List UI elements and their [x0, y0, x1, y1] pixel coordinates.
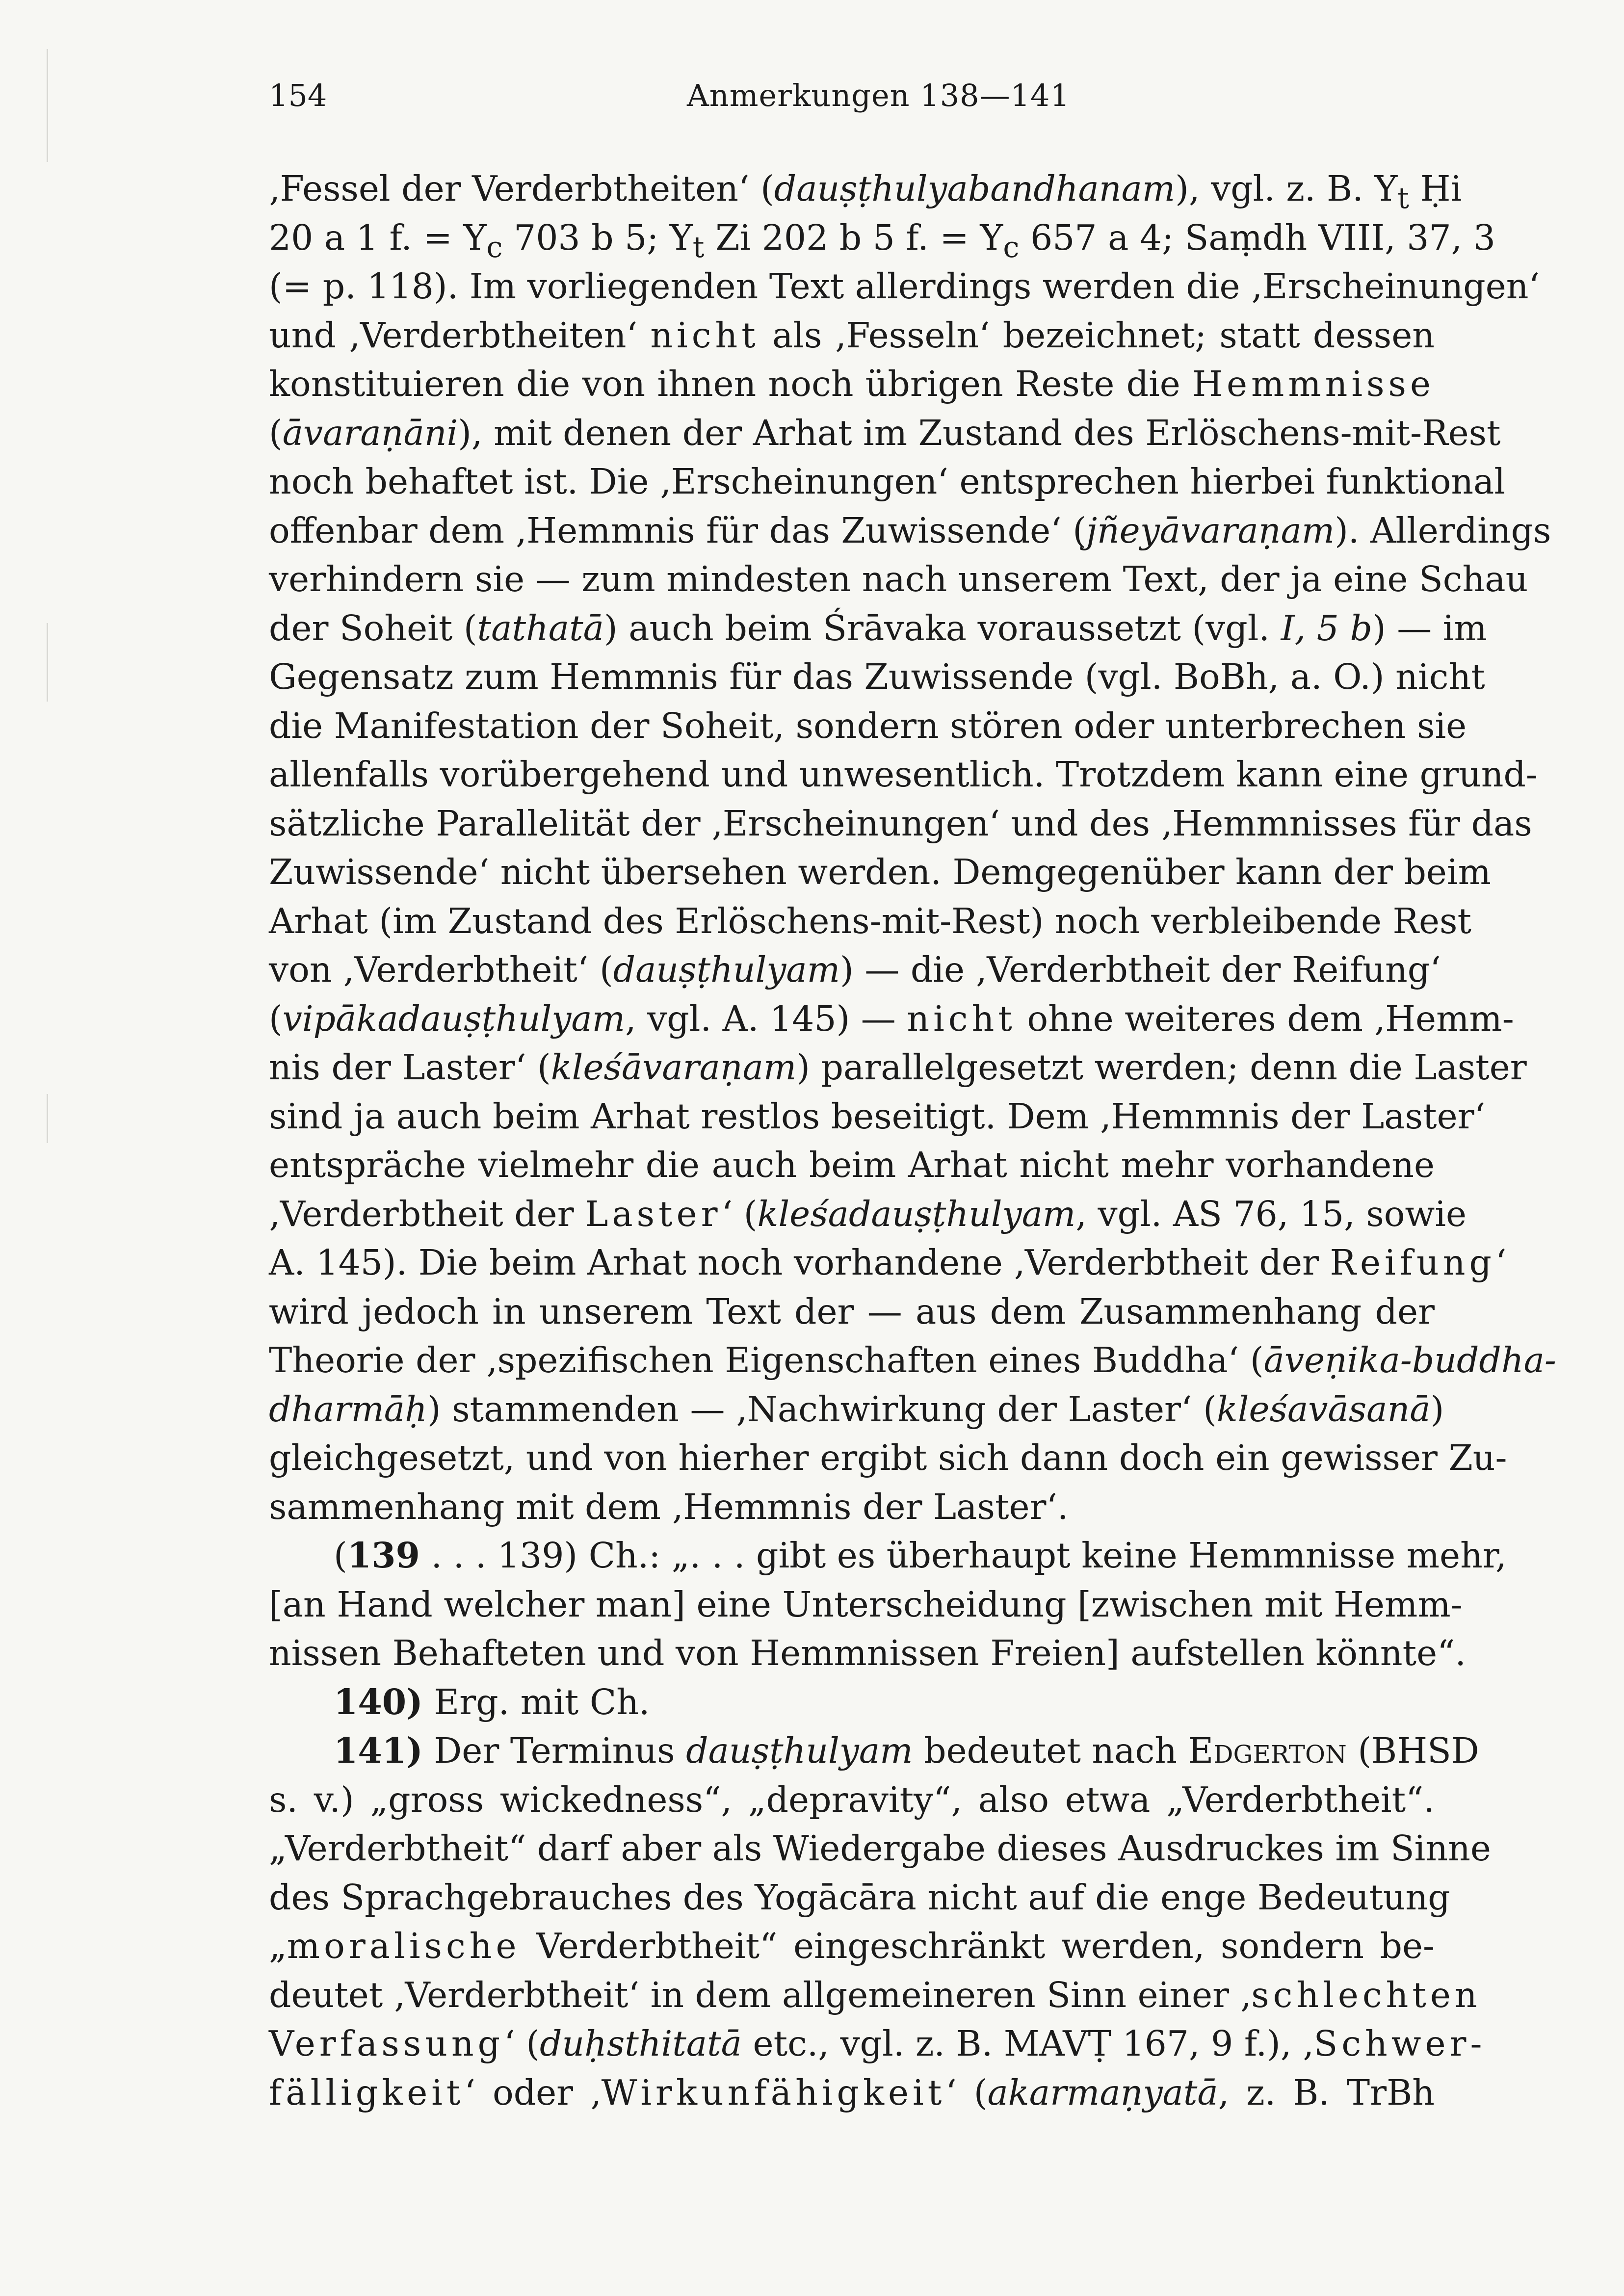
text-line: A. 145). Die beim Arhat noch vorhandene ‚Verderbtheit der Reifung‘ [269, 1242, 1507, 1283]
text-line: Gegensatz zum Hemmnis für das Zuwissende (vgl. BoBh, a. O.) nicht [269, 656, 1485, 697]
text-line: noch behaftet ist. Die ‚Erscheinungen‘ entsprechen hierbei funktional [269, 461, 1506, 502]
page-header [269, 74, 1435, 132]
text-line: gleichgesetzt, und von hierher ergibt sich dann doch ein gewisser Zu- [269, 1437, 1507, 1478]
text-line: (= p. 118). Im vorliegenden Text allerdings werden die ‚Erscheinungen‘ [269, 266, 1540, 307]
text-line: [an Hand welcher man] eine Unterscheidung [zwischen mit Hemm- [269, 1584, 1463, 1625]
text-line: (vipākadauṣṭhulyam, vgl. A. 145) — nicht ohne weiteres dem ‚Hemm- [269, 998, 1514, 1039]
page-number: 154 [269, 78, 327, 113]
text-line: deutet ‚Verderbtheit‘ in dem allgemeineren Sinn einer ‚schlechten [269, 1974, 1481, 2015]
text-line: des Sprachgebrauches des Yogācāra nicht auf die enge Bedeutung [269, 1877, 1450, 1918]
text-line: 140) Erg. mit Ch. [334, 1681, 650, 1722]
text-line: nissen Behafteten und von Hemmnissen Freien] aufstellen könnte“. [269, 1633, 1467, 1673]
text-line: (āvaraṇāni), mit denen der Arhat im Zustand des Erlöschens-mit-Rest [269, 412, 1501, 453]
text-line: allenfalls vorübergehend und unwesentlich. Trotzdem kann eine grund- [269, 754, 1538, 795]
text-line: der Soheit (tathatā) auch beim Śrāvaka voraussetzt (vgl. I, 5 b) — im [269, 607, 1487, 649]
text-line: die Manifestation der Soheit, sondern stören oder unterbrechen sie [269, 705, 1467, 746]
text-line: „Verderbtheit“ darf aber als Wiedergabe dieses Ausdruckes im Sinne [269, 1828, 1491, 1869]
text-line: nis der Laster‘ (kleśāvaraṇam) parallelgesetzt werden; denn die Laster [269, 1047, 1527, 1088]
running-head: Anmerkungen 138—141 [687, 78, 1070, 113]
text-line: 141) Der Terminus dauṣṭhulyam bedeutet nach Edgerton (BHSD [334, 1730, 1479, 1771]
text-line: „moralische Verderbtheit“ eingeschränkt werden, sondern be- [269, 1926, 1435, 1966]
text-line: von ‚Verderbtheit‘ (dauṣṭhulyam) — die ‚Verderbtheit der Reifung‘ [269, 949, 1441, 990]
text-line: dharmāḥ) stammenden — ‚Nachwirkung der Laster‘ (kleśavāsanā) [269, 1388, 1444, 1430]
text-line: sind ja auch beim Arhat restlos beseitigt. Dem ‚Hemmnis der Laster‘ [269, 1096, 1486, 1137]
scan-edge-mark [47, 1094, 48, 1143]
text-line: fälligkeit‘ oder ‚Wirkunfähigkeit‘ (akarmaṇyatā, z. B. TrBh [269, 2072, 1435, 2113]
text-line: s. v.) „gross wickedness“, „depravity“, also etwa „Verderbtheit“. [269, 1779, 1435, 1820]
text-line: entspräche vielmehr die auch beim Arhat nicht mehr vorhandene [269, 1145, 1435, 1185]
text-line: ‚Fessel der Verderbtheiten‘ (dauṣṭhulyabandhanam), vgl. z. B. $Y_t$ Ḥi [269, 168, 1462, 215]
text-line: 20 a 1 f. = $Y_c$ 703 b 5; $Y_t$ Zi 202 b 5 f. = $Y_c$ 657 a 4; Saṃdh VIII, 37, 3 [269, 217, 1495, 264]
text-line: Theorie der ‚spezifischen Eigenschaften eines Buddha‘ (āveṇika-buddha- [269, 1340, 1556, 1381]
text-line: verhindern sie — zum mindesten nach unserem Text, der ja eine Schau [269, 559, 1528, 600]
text-line: (139 . . . 139) Ch.: „. . . gibt es überhaupt keine Hemmnisse mehr, [334, 1535, 1507, 1576]
body-text [269, 164, 1556, 2117]
text-line: konstituieren die von ihnen noch übrigen Reste die Hemmnisse [269, 364, 1435, 404]
text-line: Zuwissende‘ nicht übersehen werden. Demgegenüber kann der beim [269, 852, 1491, 892]
text-line: sammenhang mit dem ‚Hemmnis der Laster‘. [269, 1486, 1069, 1527]
text-line: Verfassung‘ (duḥsthitatā etc., vgl. z. B. MAVṬ 167, 9 f.), ‚Schwer- [269, 2023, 1486, 2064]
text-line: offenbar dem ‚Hemmnis für das Zuwissende‘ (jñeyāvaraṇam). Allerdings [269, 510, 1551, 551]
text-line: Arhat (im Zustand des Erlöschens-mit-Rest) noch verbleibende Rest [269, 900, 1471, 941]
scan-edge-mark [47, 623, 48, 702]
text-line: sätzliche Parallelität der ‚Erscheinungen‘ und des ‚Hemmnisses für das [269, 803, 1532, 844]
text-line: ‚Verderbtheit der Laster‘ (kleśadauṣṭhulyam, vgl. AS 76, 15, sowie [269, 1193, 1467, 1234]
text-line: wird jedoch in unserem Text der — aus dem Zusammenhang der [269, 1291, 1435, 1332]
text-line: und ‚Verderbtheiten‘ nicht als ‚Fesseln‘ bezeichnet; statt dessen [269, 314, 1435, 356]
scan-edge-mark [47, 49, 48, 162]
